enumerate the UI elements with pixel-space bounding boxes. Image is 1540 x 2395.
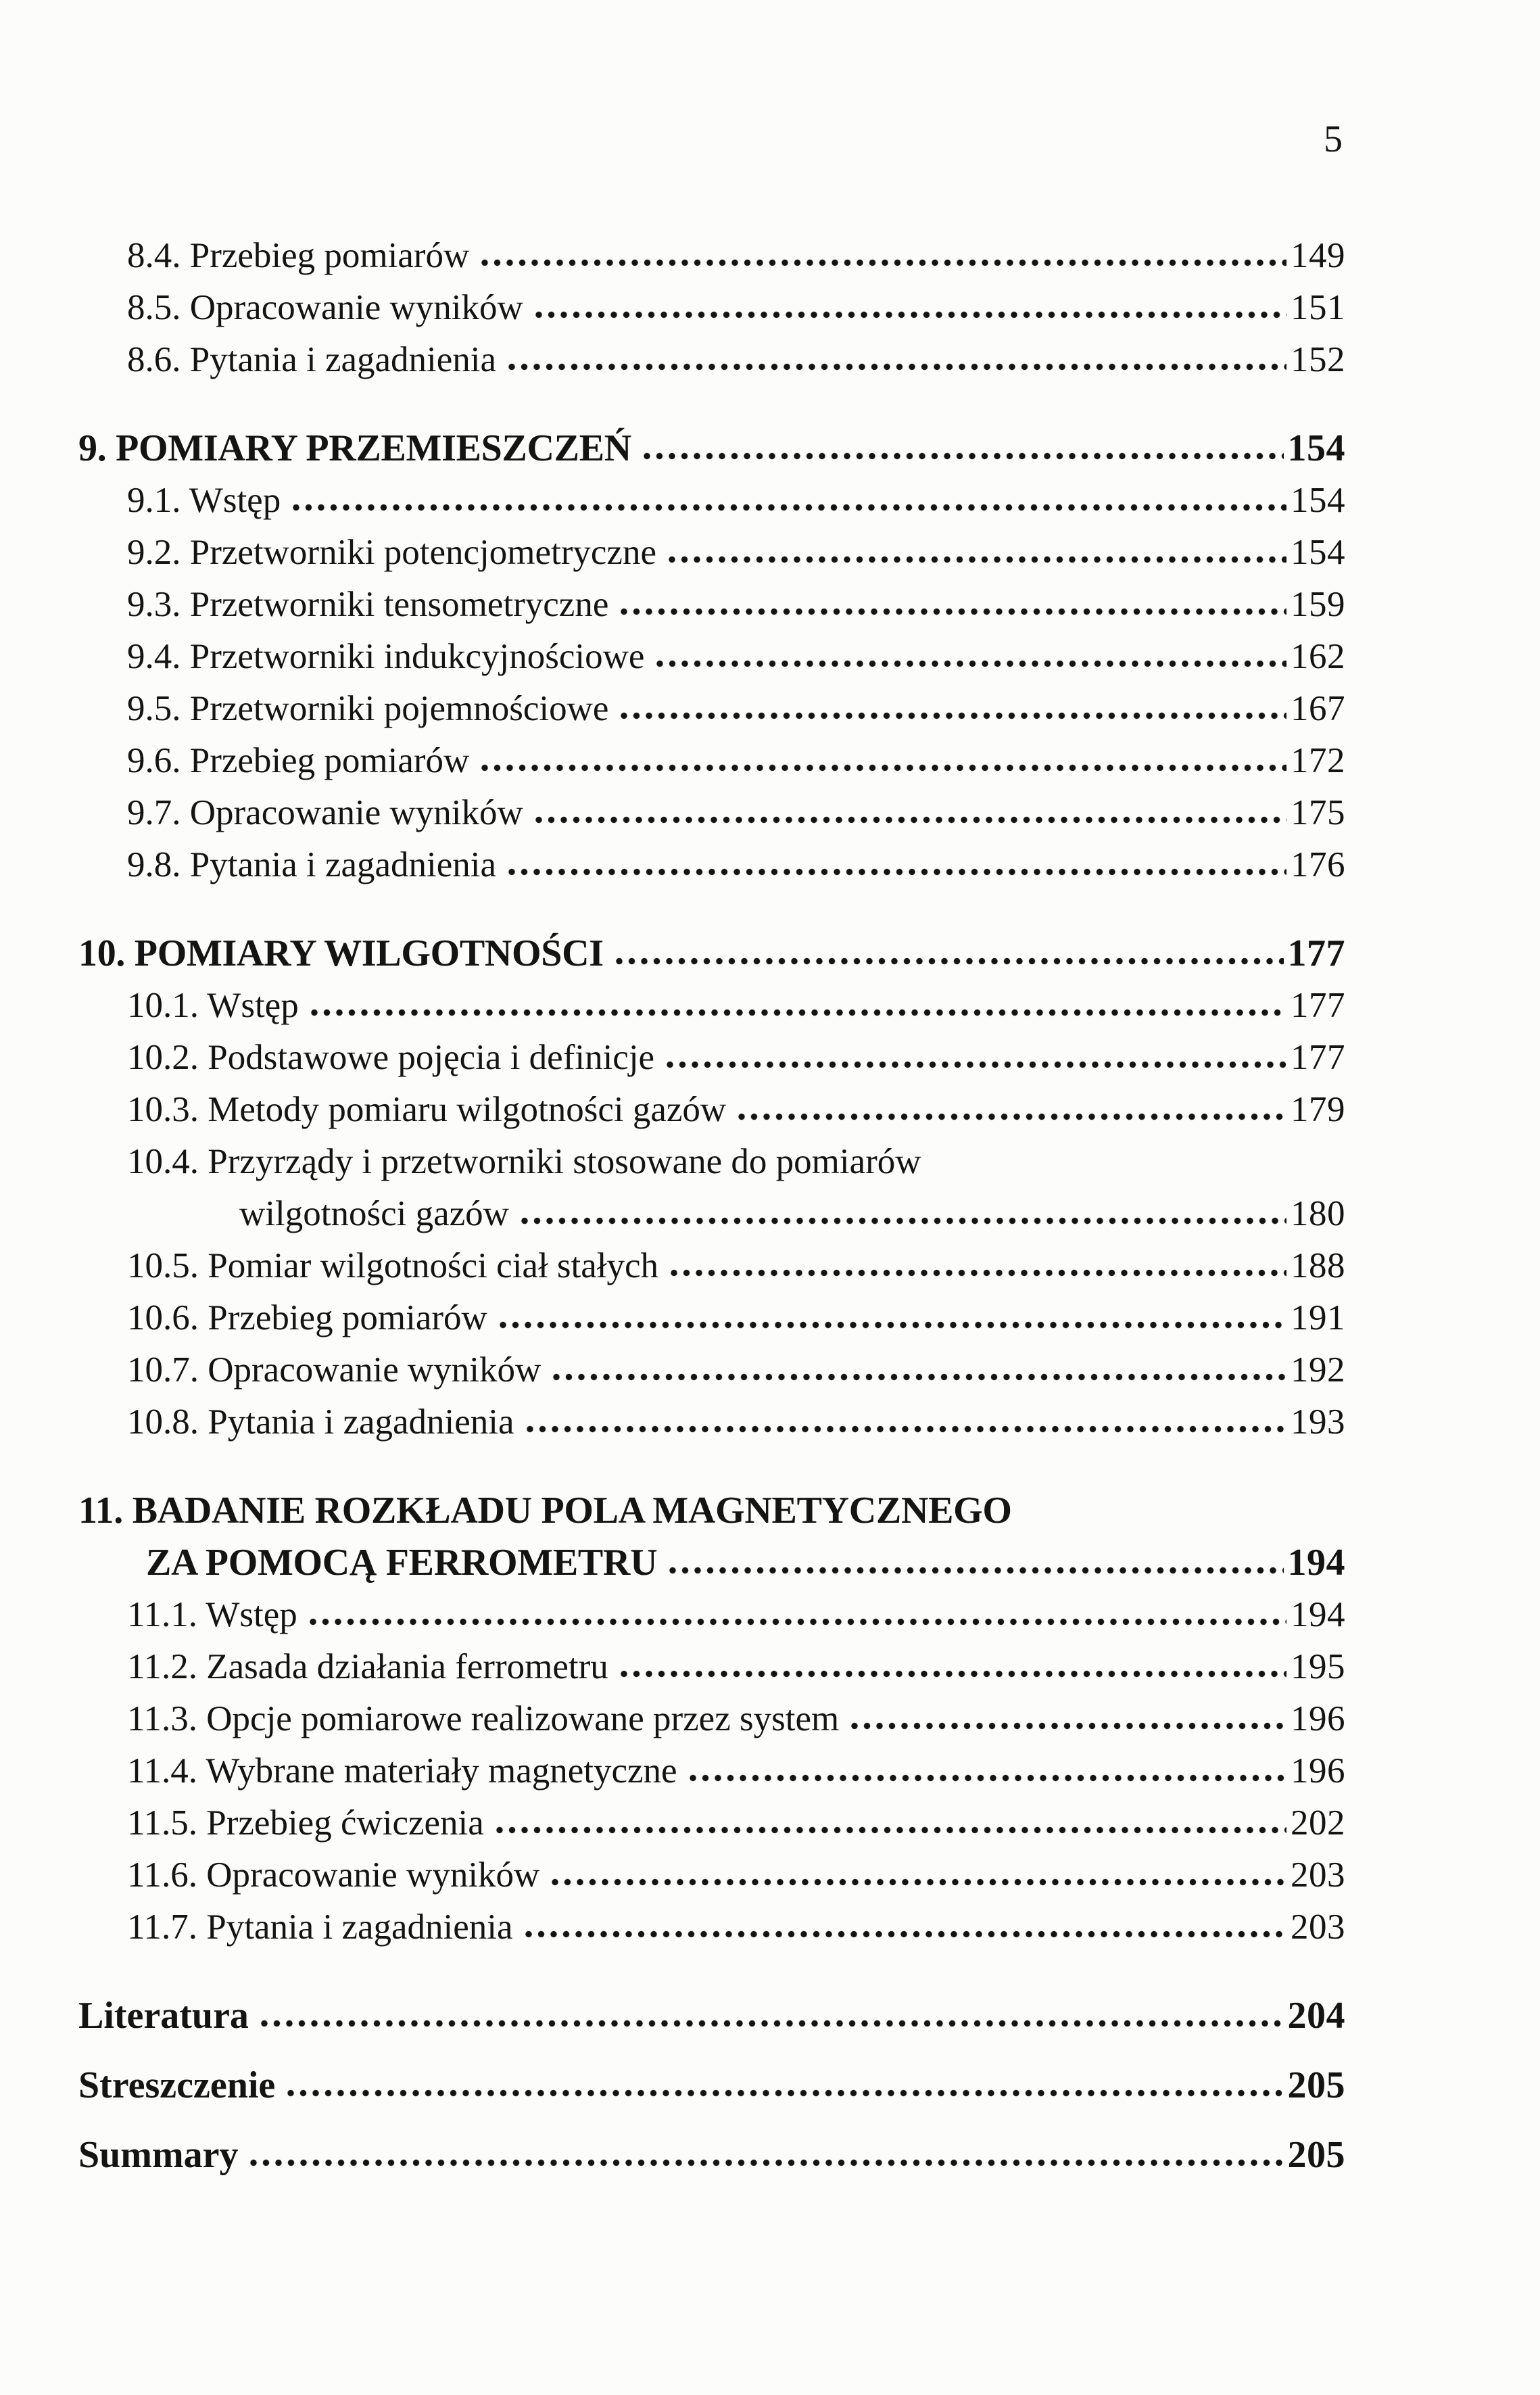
toc-group xyxy=(78,928,1345,1448)
toc-entry-label: 11.6. Opracowanie wyników xyxy=(127,1855,540,1895)
toc-entry-label: 8.6. Pytania i zagadnienia xyxy=(127,340,497,379)
toc-entry-label: 9.8. Pytania i zagadnienia xyxy=(127,845,497,884)
toc-entry-page: 167 xyxy=(1291,689,1345,728)
dot-leader xyxy=(738,1113,1286,1121)
toc-entry-page: 177 xyxy=(1291,1038,1345,1077)
dot-leader xyxy=(669,1567,1283,1575)
toc-entry-line xyxy=(78,1344,1345,1396)
dot-leader xyxy=(552,1878,1286,1887)
dot-leader xyxy=(311,1009,1286,1017)
toc-entry-page: 204 xyxy=(1287,1995,1345,2037)
toc-entry-label: 10.7. Opracowanie wyników xyxy=(127,1350,542,1390)
dot-leader xyxy=(527,1425,1286,1433)
toc-entry-line xyxy=(78,1396,1345,1448)
dot-leader xyxy=(616,957,1284,966)
toc-entry-page: 203 xyxy=(1291,1907,1345,1947)
toc-entry-label: 10. POMIARY WILGOTNOŚCI xyxy=(78,932,604,974)
toc-entry-line xyxy=(78,1693,1345,1745)
toc-entry-page: 203 xyxy=(1291,1855,1345,1895)
dot-leader xyxy=(261,2020,1284,2028)
toc-entry-label: 8.4. Przebieg pomiarów xyxy=(127,236,470,275)
toc-entry-page: 172 xyxy=(1291,741,1345,780)
toc-entry-line xyxy=(78,683,1345,735)
toc-entry-line xyxy=(78,1849,1345,1901)
dot-leader xyxy=(287,2089,1283,2097)
toc-entry-line xyxy=(78,1901,1345,1953)
toc-entry-page: 192 xyxy=(1291,1350,1345,1390)
toc-entry-label: 8.5. Opracowanie wyników xyxy=(127,288,523,327)
toc-entry-line xyxy=(78,475,1345,527)
toc-entry-line xyxy=(78,928,1345,980)
toc-entry-label: 11.3. Opcje pomiarowe realizowane przez system xyxy=(127,1699,840,1738)
toc-entry-line xyxy=(78,423,1345,475)
toc-entry-page: 149 xyxy=(1291,236,1345,275)
toc-entry-page: 162 xyxy=(1291,637,1345,676)
toc-entry-page: 176 xyxy=(1291,845,1345,884)
toc-entry-line xyxy=(78,1136,1345,1188)
toc-entry-line xyxy=(78,579,1345,631)
toc-entry-line xyxy=(78,1745,1345,1797)
toc-entry-line xyxy=(78,1537,1345,1589)
dot-leader xyxy=(500,1321,1286,1329)
toc-entry-label: Summary xyxy=(78,2134,239,2176)
dot-leader xyxy=(521,1217,1286,1225)
toc-entry-page: 177 xyxy=(1291,986,1345,1025)
dot-leader xyxy=(293,504,1286,512)
toc-group xyxy=(78,1485,1345,1953)
toc-entry-label: 9.5. Przetworniki pojemnościowe xyxy=(127,689,609,728)
dot-leader xyxy=(508,363,1286,371)
dot-leader xyxy=(669,556,1286,564)
toc-entry-line xyxy=(78,1641,1345,1693)
toc-entry-label: 9.7. Opracowanie wyników xyxy=(127,793,523,832)
toc-entry-line xyxy=(78,787,1345,839)
dot-leader xyxy=(553,1373,1286,1381)
toc-entry-line xyxy=(78,980,1345,1032)
dot-leader xyxy=(535,311,1286,319)
dot-leader xyxy=(250,2159,1283,2167)
toc-entry-page: 205 xyxy=(1287,2134,1345,2176)
toc-entry-page: 196 xyxy=(1291,1699,1345,1738)
toc-entry-page: 159 xyxy=(1291,585,1345,624)
toc-entry-page: 152 xyxy=(1291,340,1345,379)
toc-group xyxy=(78,423,1345,891)
toc-entry-label: 9.3. Przetworniki tensometryczne xyxy=(127,585,609,624)
toc-entry-label: 10.2. Podstawowe pojęcia i definicje xyxy=(127,1038,655,1077)
dot-leader xyxy=(644,452,1284,460)
page-number: 5 xyxy=(1324,118,1343,160)
toc-entry-label: 10.8. Pytania i zagadnienia xyxy=(127,1402,514,1442)
toc-entry-label: wilgotności gazów xyxy=(239,1194,509,1233)
toc-entry-page: 202 xyxy=(1291,1803,1345,1843)
dot-leader xyxy=(621,1670,1286,1678)
toc-entry-line xyxy=(78,2060,1345,2112)
toc-entry-line xyxy=(78,1292,1345,1344)
toc-entry-page: 175 xyxy=(1291,793,1345,832)
dot-leader xyxy=(621,712,1286,720)
toc-entry-line xyxy=(78,631,1345,683)
toc-entry-label: 10.1. Wstęp xyxy=(127,986,299,1025)
toc-entry-line xyxy=(78,1485,1345,1537)
toc-entry-line xyxy=(78,1240,1345,1292)
toc-entry-page: 179 xyxy=(1291,1090,1345,1129)
toc-entry-page: 195 xyxy=(1291,1647,1345,1686)
dot-leader xyxy=(535,816,1286,824)
toc-entry-page: 191 xyxy=(1291,1298,1345,1337)
toc-entry-line xyxy=(78,1797,1345,1849)
toc-entry-line xyxy=(78,334,1345,386)
toc-entry-label: 11.5. Przebieg ćwiczenia xyxy=(127,1803,484,1843)
dot-leader xyxy=(671,1269,1286,1277)
toc-entry-line xyxy=(78,1084,1345,1136)
toc xyxy=(78,230,1345,2181)
toc-entry-line xyxy=(78,1990,1345,2042)
toc-entry-label: 11.2. Zasada działania ferrometru xyxy=(127,1647,608,1686)
toc-entry-page: 154 xyxy=(1291,533,1345,572)
toc-entry-page: 151 xyxy=(1291,288,1345,327)
toc-entry-page: 205 xyxy=(1287,2064,1345,2106)
toc-entry-label: 9.1. Wstęp xyxy=(127,481,281,520)
toc-entry-line xyxy=(78,1188,1345,1240)
dot-leader xyxy=(667,1061,1286,1069)
toc-entry-line xyxy=(78,2129,1345,2181)
toc-entry-label: Streszczenie xyxy=(78,2064,276,2106)
toc-entry-page: 193 xyxy=(1291,1402,1345,1442)
toc-entry-line xyxy=(78,839,1345,891)
toc-entry-label: 9.6. Przebieg pomiarów xyxy=(127,741,470,780)
toc-entry-line xyxy=(78,1032,1345,1084)
toc-entry-label: 11.4. Wybrane materiały magnetyczne xyxy=(127,1751,677,1791)
dot-leader xyxy=(525,1930,1286,1939)
dot-leader xyxy=(621,608,1286,616)
toc-entry-label: 9.4. Przetworniki indukcyjnościowe xyxy=(127,637,645,676)
dot-leader xyxy=(310,1618,1286,1626)
toc-group xyxy=(78,1990,1345,2181)
dot-leader xyxy=(656,660,1286,668)
toc-entry-label: 11. BADANIE ROZKŁADU POLA MAGNETYCZNEGO xyxy=(78,1490,1012,1532)
toc-entry-line xyxy=(78,282,1345,334)
dot-leader xyxy=(481,764,1286,772)
toc-entry-page: 188 xyxy=(1291,1246,1345,1285)
dot-leader xyxy=(851,1722,1286,1730)
toc-entry-label: ZA POMOCĄ FERROMETRU xyxy=(146,1542,658,1584)
toc-entry-page: 196 xyxy=(1291,1751,1345,1791)
toc-entry-page: 154 xyxy=(1291,481,1345,520)
toc-entry-label: 10.5. Pomiar wilgotności ciał stałych xyxy=(127,1246,659,1285)
dot-leader xyxy=(690,1774,1286,1782)
dot-leader xyxy=(481,259,1286,267)
toc-entry-label: 10.4. Przyrządy i przetworniki stosowane do pomiarów xyxy=(127,1142,921,1181)
toc-entry-label: 11.7. Pytania i zagadnienia xyxy=(127,1907,513,1947)
toc-entry-label: 10.3. Metody pomiaru wilgotności gazów xyxy=(127,1090,727,1129)
toc-entry-label: Literatura xyxy=(78,1995,249,2037)
toc-entry-label: 9.2. Przetworniki potencjometryczne xyxy=(127,533,656,572)
toc-entry-line xyxy=(78,1589,1345,1641)
toc-entry-line xyxy=(78,527,1345,579)
toc-group xyxy=(78,230,1345,386)
toc-entry-label: 9. POMIARY PRZEMIESZCZEŃ xyxy=(78,427,631,469)
toc-entry-page: 194 xyxy=(1287,1542,1345,1584)
toc-entry-line xyxy=(78,230,1345,282)
dot-leader xyxy=(508,868,1286,876)
dot-leader xyxy=(496,1826,1286,1834)
toc-entry-label: 10.6. Przebieg pomiarów xyxy=(127,1298,487,1337)
toc-entry-page: 154 xyxy=(1287,427,1345,469)
toc-entry-page: 194 xyxy=(1291,1595,1345,1634)
toc-entry-line xyxy=(78,735,1345,787)
toc-entry-label: 11.1. Wstęp xyxy=(127,1595,297,1634)
toc-entry-page: 180 xyxy=(1291,1194,1345,1233)
toc-entry-page: 177 xyxy=(1287,932,1345,974)
